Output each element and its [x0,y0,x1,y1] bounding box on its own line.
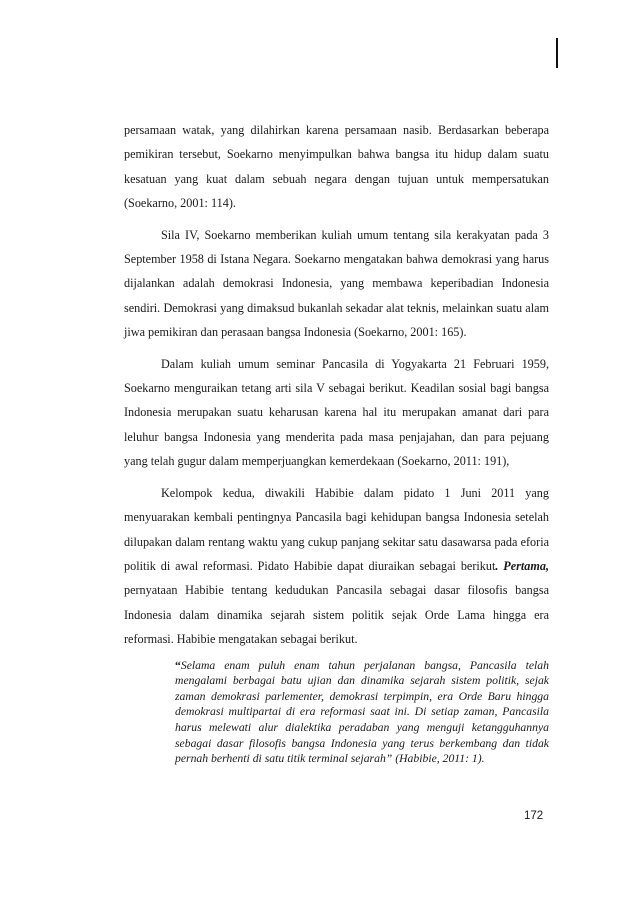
paragraph-4-text-before: Kelompok kedua, diwakili Habibie dalam pidato 1 Juni 2011 yang menyuarakan kembali pentingnya Pancasila bagi kehidupan bangsa Indonesia setelah dilupakan dalam rentang waktu yang cukup panjang sekitar satu dasawarsa pada eforia politik di awal reformasi. Pidato Habibie dapat diuraikan sebagai berikut [124,485,549,573]
margin-line-mark [556,38,558,68]
paragraph-4-emphasis: . Pertama, [495,558,550,573]
quote-open-mark: “ [175,658,181,672]
paragraph-3: Dalam kuliah umum seminar Pancasila di Yogyakarta 21 Februari 1959, Soekarno menguraikan tetang arti sila V sebagai berikut. Keadilan sosial bagi bangsa Indonesia merupakan suatu keharusan karena hal itu merupakan amanat dari para leluhur bangsa Indonesia yang menderita pada masa penjajahan, dan para pejuang yang telah gugur dalam memperjuangkan kemerdekaan (Soekarno, 2011: 191), [124,356,549,469]
paragraph-2: Sila IV, Soekarno memberikan kuliah umum tentang sila kerakyatan pada 3 September 1958 di Istana Negara. Soekarno mengatakan bahwa demokrasi yang harus dijalankan adalah demokrasi Indonesia, yang membawa keperibadian Indonesia sendiri. Demokrasi yang dimaksud bukanlah sekadar alat teknis, melainkan suatu alam jiwa pemikiran dan perasaan bangsa Indonesia (Soekarno, 2001: 165). [124,227,549,340]
paragraph-4-text-after: pernyataan Habibie tentang kedudukan Pancasila sebagai dasar filosofis bangsa Indonesia dalam dinamika sejarah sistem politik sejak Orde Lama hingga era reformasi. Habibie mengatakan sebagai berikut. [124,583,549,647]
quote-text: Selama enam puluh enam tahun perjalanan bangsa, Pancasila telah mengalami berbagai batu ujian dan dinamika sejarah sistem politik, sejak zaman demokrasi parlementer, demokrasi terpimpin, era Orde Baru hingga demokrasi multipartai di era reformasi saat ini. Di setiap zaman, Pancasila harus melewati alur dialektika peradaban yang menguji ketangguhannya sebagai dasar filosofis bangsa Indonesia yang terus berkembang dan tidak pernah berhenti di satu titik terminal sejarah” (Habibie, 2011: 1). [175,658,549,766]
block-quote [175,658,549,767]
paragraph-4 [124,481,549,652]
page-body [124,118,549,767]
paragraph-1: persamaan watak, yang dilahirkan karena persamaan nasib. Berdasarkan beberapa pemikiran tersebut, Soekarno menyimpulkan bahwa bangsa itu hidup dalam suatu kesatuan yang kuat dalam sebuah negara dengan tujuan untuk mempersatukan (Soekarno, 2001: 114). [124,123,549,211]
page-number: 172 [524,810,544,822]
